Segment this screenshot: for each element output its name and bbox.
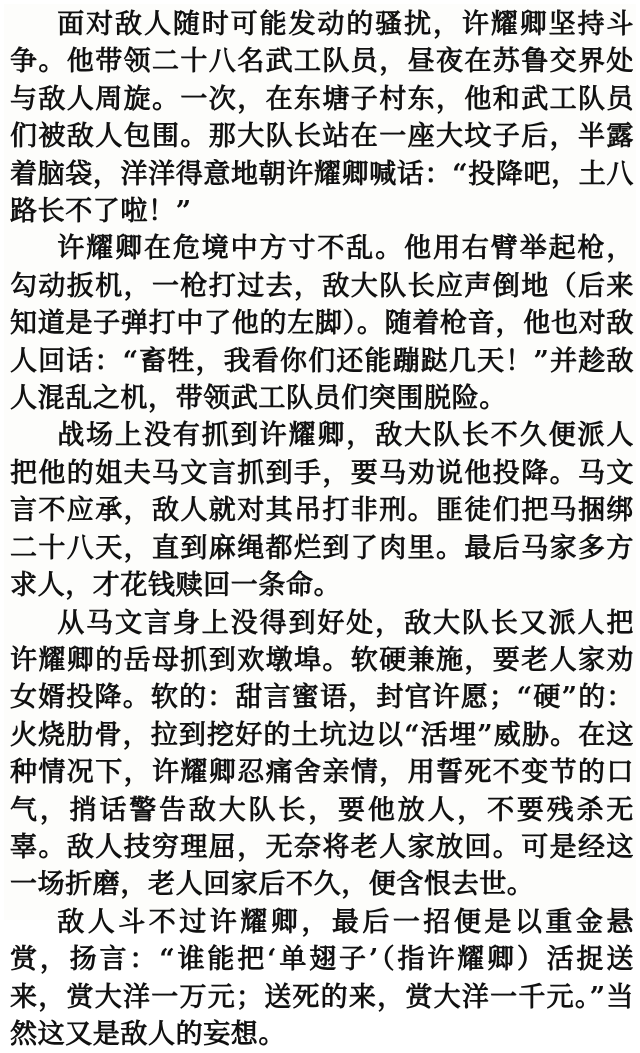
document-page [4,4,636,1050]
paragraph-2: 许耀卿在危境中方寸不乱。他用右臂举起枪，勾动扳机，一枪打过去，敌大队长应声倒地（后来知道是子弹打中了他的左脚）。随着枪音，他也对敌人回话：“畜牲，我看你们还能蹦跶几天！”并趁敌人混乱之机，带领武工队员们突围脱险。 [10,233,634,415]
text-body [4,4,636,1053]
paragraph-5: 敌人斗不过许耀卿，最后一招便是以重金悬赏，扬言：“谁能把‘单翅子’（指许耀卿）活捉送来，赏大洋一万元；送死的来，赏大洋一千元。”当然这又是敌人的妄想。 [10,906,634,1050]
paragraph-1: 面对敌人随时可能发动的骚扰，许耀卿坚持斗争。他带领二十八名武工队员，昼夜在苏鲁交界处与敌人周旋。一次，在东塘子村东，他和武工队员们被敌人包围。那大队长站在一座大坟子后，半露着脑袋，洋洋得意地朝许耀卿喊话：“投降吧，土八路长不了啦！” [10,9,634,228]
paragraph-3: 战场上没有抓到许耀卿，敌大队长不久便派人把他的姐夫马文言抓到手，要马劝说他投降。马文言不应承，敌人就对其吊打非刑。匪徒们把马捆绑二十八天，直到麻绳都烂到了肉里。最后马家多方求人，才花钱赎回一条命。 [10,420,634,602]
paragraph-4: 从马文言身上没得到好处，敌大队长又派人把许耀卿的岳母抓到欢墩埠。软硬兼施，要老人家劝女婿投降。软的：甜言蜜语，封官许愿；“硬”的：火烧肋骨，拉到挖好的土坑边以“活埋”威胁。在这种情况下，许耀卿忍痛舍亲情，用誓死不变节的口气，捎话警告敌大队长，要他放人，不要残杀无辜。敌人技穷理屈，无奈将老人家放回。可是经这一场折磨，老人回家后不久，便含恨去世。 [10,607,634,901]
